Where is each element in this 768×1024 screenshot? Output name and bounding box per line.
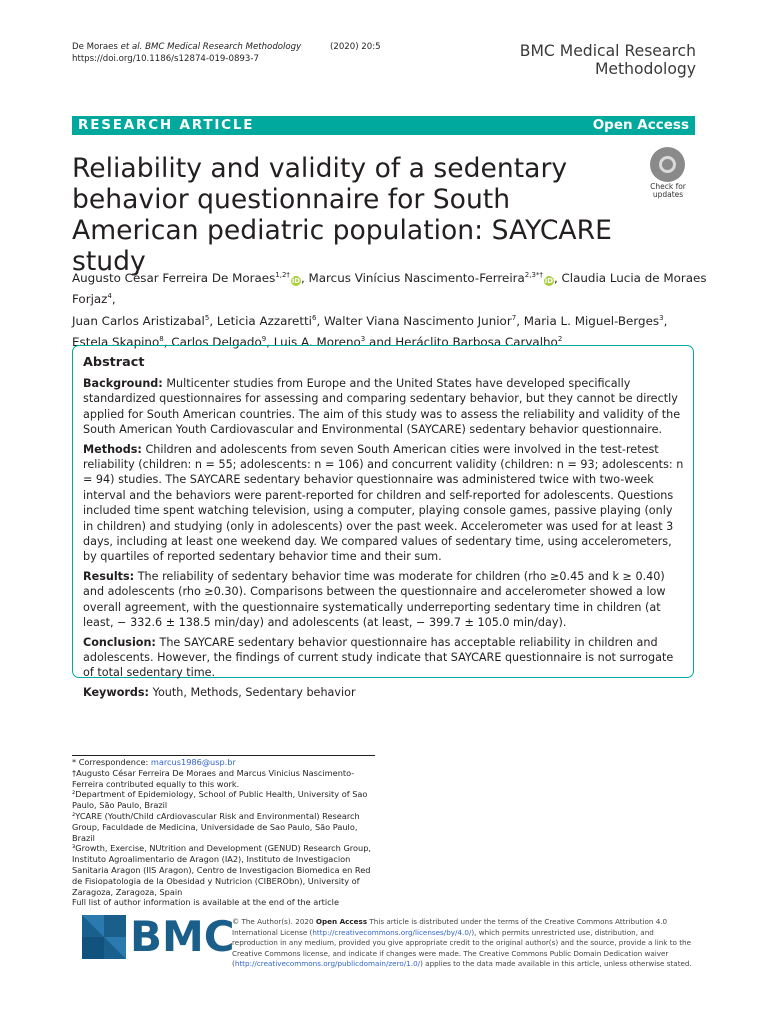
author-name[interactable]: Carlos Delgado: [171, 335, 262, 350]
author-and: and: [369, 335, 392, 350]
author-name[interactable]: Juan Carlos Aristizabal: [72, 313, 205, 328]
running-citation: [72, 41, 301, 65]
correspondence-email-link[interactable]: marcus1986@usp.br: [150, 757, 236, 767]
cc-by-license-link[interactable]: http://creativecommons.org/licenses/by/4.0/: [312, 927, 472, 937]
author-name[interactable]: Estela Skapino: [72, 335, 160, 350]
author-line-3: Estela Skapino$^8$, Carlos Delgado$^9$, Luis A. Moreno$^3$ and Heráclito Barbosa Carvalho$^2$: [72, 335, 563, 350]
author-name[interactable]: Marcus Vinícius Nascimento-Ferreira: [308, 270, 525, 285]
correspondence: * Correspondence: marcus1986@usp.br: [72, 757, 236, 767]
doi-link[interactable]: https://doi.org/10.1186/s12874-019-0893-7: [72, 54, 259, 64]
orcid-icon[interactable]: iD: [291, 276, 301, 285]
cite-etal: et al. BMC Medical Research Methodology: [120, 42, 302, 52]
bmc-logo: [82, 912, 235, 962]
affiliation-ycare: ²YCARE (Youth/Child cArdiovascular Risk and Environmental) Research Group, Faculdade de Medicina, Universidade de Sao Paulo, São Paulo, Brazil: [72, 810, 360, 843]
orcid-icon[interactable]: iD: [544, 276, 554, 285]
check-for-updates-button[interactable]: [640, 147, 696, 201]
abstract-background: Background: Multicenter studies from Europe and the United States have developed specifically standardized questionnaires for assessing and comparing sedentary behavior, but they cannot be directly applied for South American countries. The aim of this study was to assess the reliability and validity of the South American Youth Cardiovascular and Environmental (SAYCARE) sedentary behavior questionnaire.: [83, 377, 681, 437]
check-updates-icon-ring: [659, 156, 676, 173]
author-name[interactable]: Augusto César Ferreira De Moraes: [72, 270, 276, 285]
journal-name: [520, 42, 696, 78]
author-line-2: Juan Carlos Aristizabal$^5$, Leticia Azzaretti$^6$, Walter Viana Nascimento Junior$^7$, Maria L. Miguel-Berges$^3$,: [72, 313, 668, 328]
full-author-info-note: Full list of author information is available at the end of the article: [72, 897, 339, 908]
author-name[interactable]: Luis A. Moreno: [273, 335, 361, 350]
author-name[interactable]: Maria L. Miguel-Berges: [523, 313, 660, 328]
open-access-label: Open Access: [592, 117, 689, 133]
abstract-keywords: Keywords: Youth, Methods, Sedentary behavior: [83, 685, 356, 699]
author-name[interactable]: Walter Viana Nascimento Junior: [324, 313, 512, 328]
equal-contribution-note: †Augusto César Ferreira De Moraes and Marcus Vinicius Nascimento-Ferreira contributed equally to this work.: [72, 767, 355, 789]
footnote-divider: [72, 755, 375, 756]
affiliation-2: ²Department of Epidemiology, School of Public Health, University of Sao Paulo, São Paulo, Brazil: [72, 789, 368, 811]
license-statement: © The Author(s). 2020 Open Access This article is distributed under the terms of the Creative Commons Attribution 4.0 International License (http://creativecommons.org/licenses/by/4.0/), which permits unrestricted use, distribution, and reproduction in any medium, provided you give appropriate credit to the original author(s) and the source, provide a link to the Creative Commons license, and indicate if changes were made. The Creative Commons Public Domain Dedication waiver (http://creativecommons.org/publicdomain/zero/1.0/) applies to the data made available in this article, unless otherwise stated.: [232, 917, 692, 969]
cite-authors: De Moraes: [72, 42, 118, 52]
abstract-box: [72, 345, 694, 699]
abstract-conclusion: Conclusion: The SAYCARE sedentary behavior questionnaire has acceptable reliability in children and adolescents. However, the findings of current study indicate that SAYCARE questionnaire is not surrogate of total sedentary time.: [83, 635, 674, 680]
abstract-body: [83, 376, 685, 704]
affiliation-3: ³Growth, Exercise, NUtrition and Development (GENUD) Research Group, Instituto Agroalimentario de Aragon (IA2), Instituto de Investigacion Sanitaria Aragon (IIS Aragon), Centro de Investigacion Biomedica en Red de Fisiopatologia de la Obesidad y Nutricion (CIBERObn), University of Zaragoza, Zaragoza, Spain: [72, 843, 371, 897]
year-volume: (2020) 20:5: [330, 42, 381, 52]
article-type-label: RESEARCH ARTICLE: [78, 117, 255, 133]
journal-name-line1: BMC Medical Research: [519, 42, 696, 60]
bmc-logo-mark-icon: [82, 915, 126, 959]
journal-name-line2: Methodology: [594, 60, 696, 78]
footnotes: [72, 757, 382, 908]
article-type-banner: [72, 116, 695, 135]
author-name[interactable]: Heráclito Barbosa Carvalho: [395, 335, 558, 350]
abstract-results: Results: The reliability of sedentary behavior time was moderate for children (rho ≥0.45 and k ≥ 0.40) and adolescents (rho ≥0.30). Comparisons between the questionnaire and accelerometer showed a low overall agreement, with the questionnaire systematically underreporting sedentary time in children (at least, − 332.6 ± 138.5 min/day) and adolescents (at least, − 399.7 ± 105.0 min/day).: [83, 569, 666, 630]
bmc-logo-text: BMC: [130, 912, 235, 961]
check-updates-label: Check for updates: [650, 182, 686, 199]
abstract-heading: Abstract: [83, 355, 145, 370]
author-line-1: Augusto César Ferreira De Moraes$^{1,2\dagger}$iD, Marcus Vinícius Nascimento-Ferreira$^{2,3*\dagger}$iD, Claudia Lucia de Moraes Forjaz$^4$,: [72, 270, 707, 307]
abstract-methods: Methods: Children and adolescents from seven South American cities were involved in the test-retest reliability (children: n = 55; adolescents: n = 106) and concurrent validity (children: n = 93; adolescents: n = 94) studies. The SAYCARE sedentary behavior questionnaire was administered twice with two-week interval and the behaviors were parent-reported for children and self-reported for adolescents. Questions included time spent watching television, using a computer, playing console games, passive playing (only in children) and studying (only in adolescents) over the past week. Accelerometer was used for at least 3 days, including at least one weekend day. We compared values of sedentary time, using accelerometers, by quartiles of reported sedentary behavior time and their sum.: [83, 442, 684, 564]
article-title: Reliability and validity of a sedentary behavior questionnaire for South American pediatric population: SAYCARE study: [72, 153, 612, 277]
cc0-waiver-link[interactable]: http://creativecommons.org/publicdomain/zero/1.0/: [234, 959, 421, 969]
author-list: [72, 266, 712, 352]
author-name[interactable]: Claudia Lucia de Moraes Forjaz: [72, 270, 707, 307]
author-name[interactable]: Leticia Azzaretti: [216, 313, 312, 328]
